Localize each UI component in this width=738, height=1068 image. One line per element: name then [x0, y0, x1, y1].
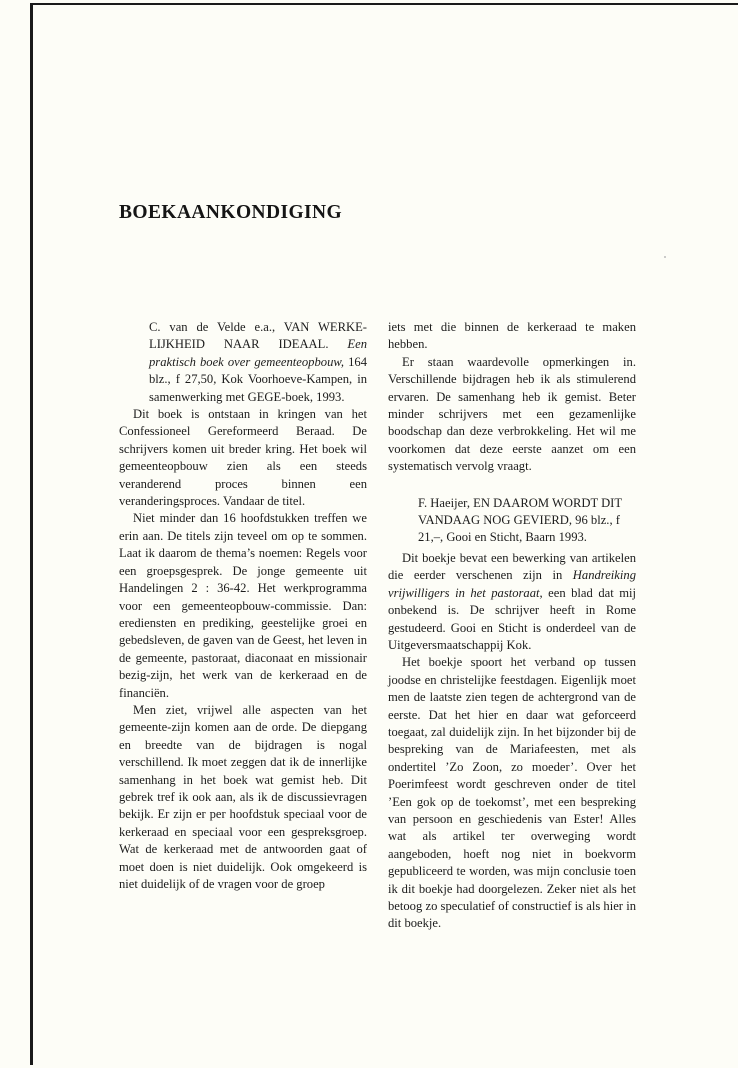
left-column — [119, 319, 367, 893]
review2-para1-start: Dit boekje bevat een bewerking van artikelen die eerder verschenen zijn in — [388, 550, 636, 583]
review1-subtitle: Een praktisch boek over gemeenteopbouw, — [149, 337, 367, 369]
review2-para1-end: een blad dat mij onbekend is. De schrijver heeft in Rome gestudeerd. Gooi en Sticht is onderdeel van de Uitgeversmaatschappij Kok. — [388, 585, 636, 652]
review2-reference — [418, 495, 636, 547]
review2-reference-text: F. Haeijer, EN DAAROM WORDT DIT VANDAAG NOG GEVIERD, 96 blz., f 21,–, Gooi en Sticht, Baarn 1993. — [418, 495, 622, 545]
scan-left-edge — [30, 3, 33, 1065]
review1-authors: C. van de Velde e.a., VAN WERKE-LIJKHEID NAAR IDEAAL. — [149, 320, 367, 352]
page-title: BOEKAANKONDIGING — [119, 202, 343, 223]
review1-continuation: iets met die binnen de kerkeraad te maken hebben. — [388, 320, 636, 352]
review1-details: 164 blz., f 27,50, Kok Voorhoeve-Kampen, in samenwerking met GEGE-boek, 1993. — [149, 354, 367, 404]
review2-paragraph-1 — [388, 550, 636, 654]
review2-paragraph-2: Het boekje spoort het verband op tussen joodse en christelijke feestdagen. Eigenlijk moet men de laatste zien tegen de achtergrond van de eerste. Dat het hier en daar wat geforceerd toegaat, zal duidelijk zijn. In het bijzonder bij de bespreking van de Mariafeesten, met als ondertitel ’Zo Zoon, zo moeder’. Over het Poerimfeest wordt geschreven onder de titel ’Een gok op de toekomst’, met een bespreking van persoon en geschiedenis van Ester! Alles wat als artikel ter overweging wordt aangeboden, hoeft nog niet in boekvorm gepubliceerd te worden, was mijn conclusie toen ik dit boekje had doorgelezen. Zeker niet als het betoog zo speculatief of constructief is als hier in dit boekje. — [388, 655, 636, 931]
review1-paragraph: Dit boek is ontstaan in kringen van het Confessioneel Gereformeerd Beraad. De schrijvers komen uit breder kring. Het boek wil gemeenteopbouw zien als een steeds veranderend proces binnen een veranderingsproces. Vandaar de titel. — [119, 407, 367, 509]
scan-top-edge — [30, 3, 738, 5]
review2-publication-title: Handreiking vrijwilligers in het pastoraat, — [388, 568, 636, 600]
review1-closing: Er staan waardevolle opmerkingen in. Verschillende bijdragen heb ik als stimulerend ervaren. De samenhang heb ik gemist. Beter minder schrijvers met een gezamenlijke boodschap dan deze verbrokkeling. Het wil me voorkomen dat deze eerste aanzet om een systematisch vervolg vraagt. — [388, 354, 636, 474]
scan-speck — [664, 256, 666, 258]
review1-reference — [149, 319, 367, 406]
review1-paragraph: Niet minder dan 16 hoofdstukken treffen we erin aan. De titels zijn teveel om op te sommen. Laat ik daarom de thema’s noemen: Regels voor een groepsgesprek. De jonge gemeente uit Handelingen 2 : 36-42. Het werkprogramma voor een gemeenteopbouw-commissie. Dan: erediensten en prediking, geestelijke groei en gebedsleven, de gaven van de Geest, het leven in de gemeente, pastoraat, diaconaat en missionair bezig-zijn, het werk van de kerkeraad en de financiën. — [119, 511, 367, 700]
review1-paragraph: Men ziet, vrijwel alle aspecten van het gemeente-zijn komen aan de orde. De diepgang en breedte van de bijdragen is nogal verschillend. Ik moet zeggen dat ik de innerlijke samenhang in het boek wat gemist heb. Dit gebrek tref ik ook aan, als ik de discussievragen bekijk. Er zijn er per hoofdstuk speciaal voor de kerkeraad en speciaal voor een gespreksgroep. Wat de kerkeraad met de antwoorden gaat of moet doen is niet duidelijk. Ook omgekeerd is niet duidelijk of de vragen voor de groep — [119, 702, 367, 891]
right-column — [388, 319, 636, 933]
